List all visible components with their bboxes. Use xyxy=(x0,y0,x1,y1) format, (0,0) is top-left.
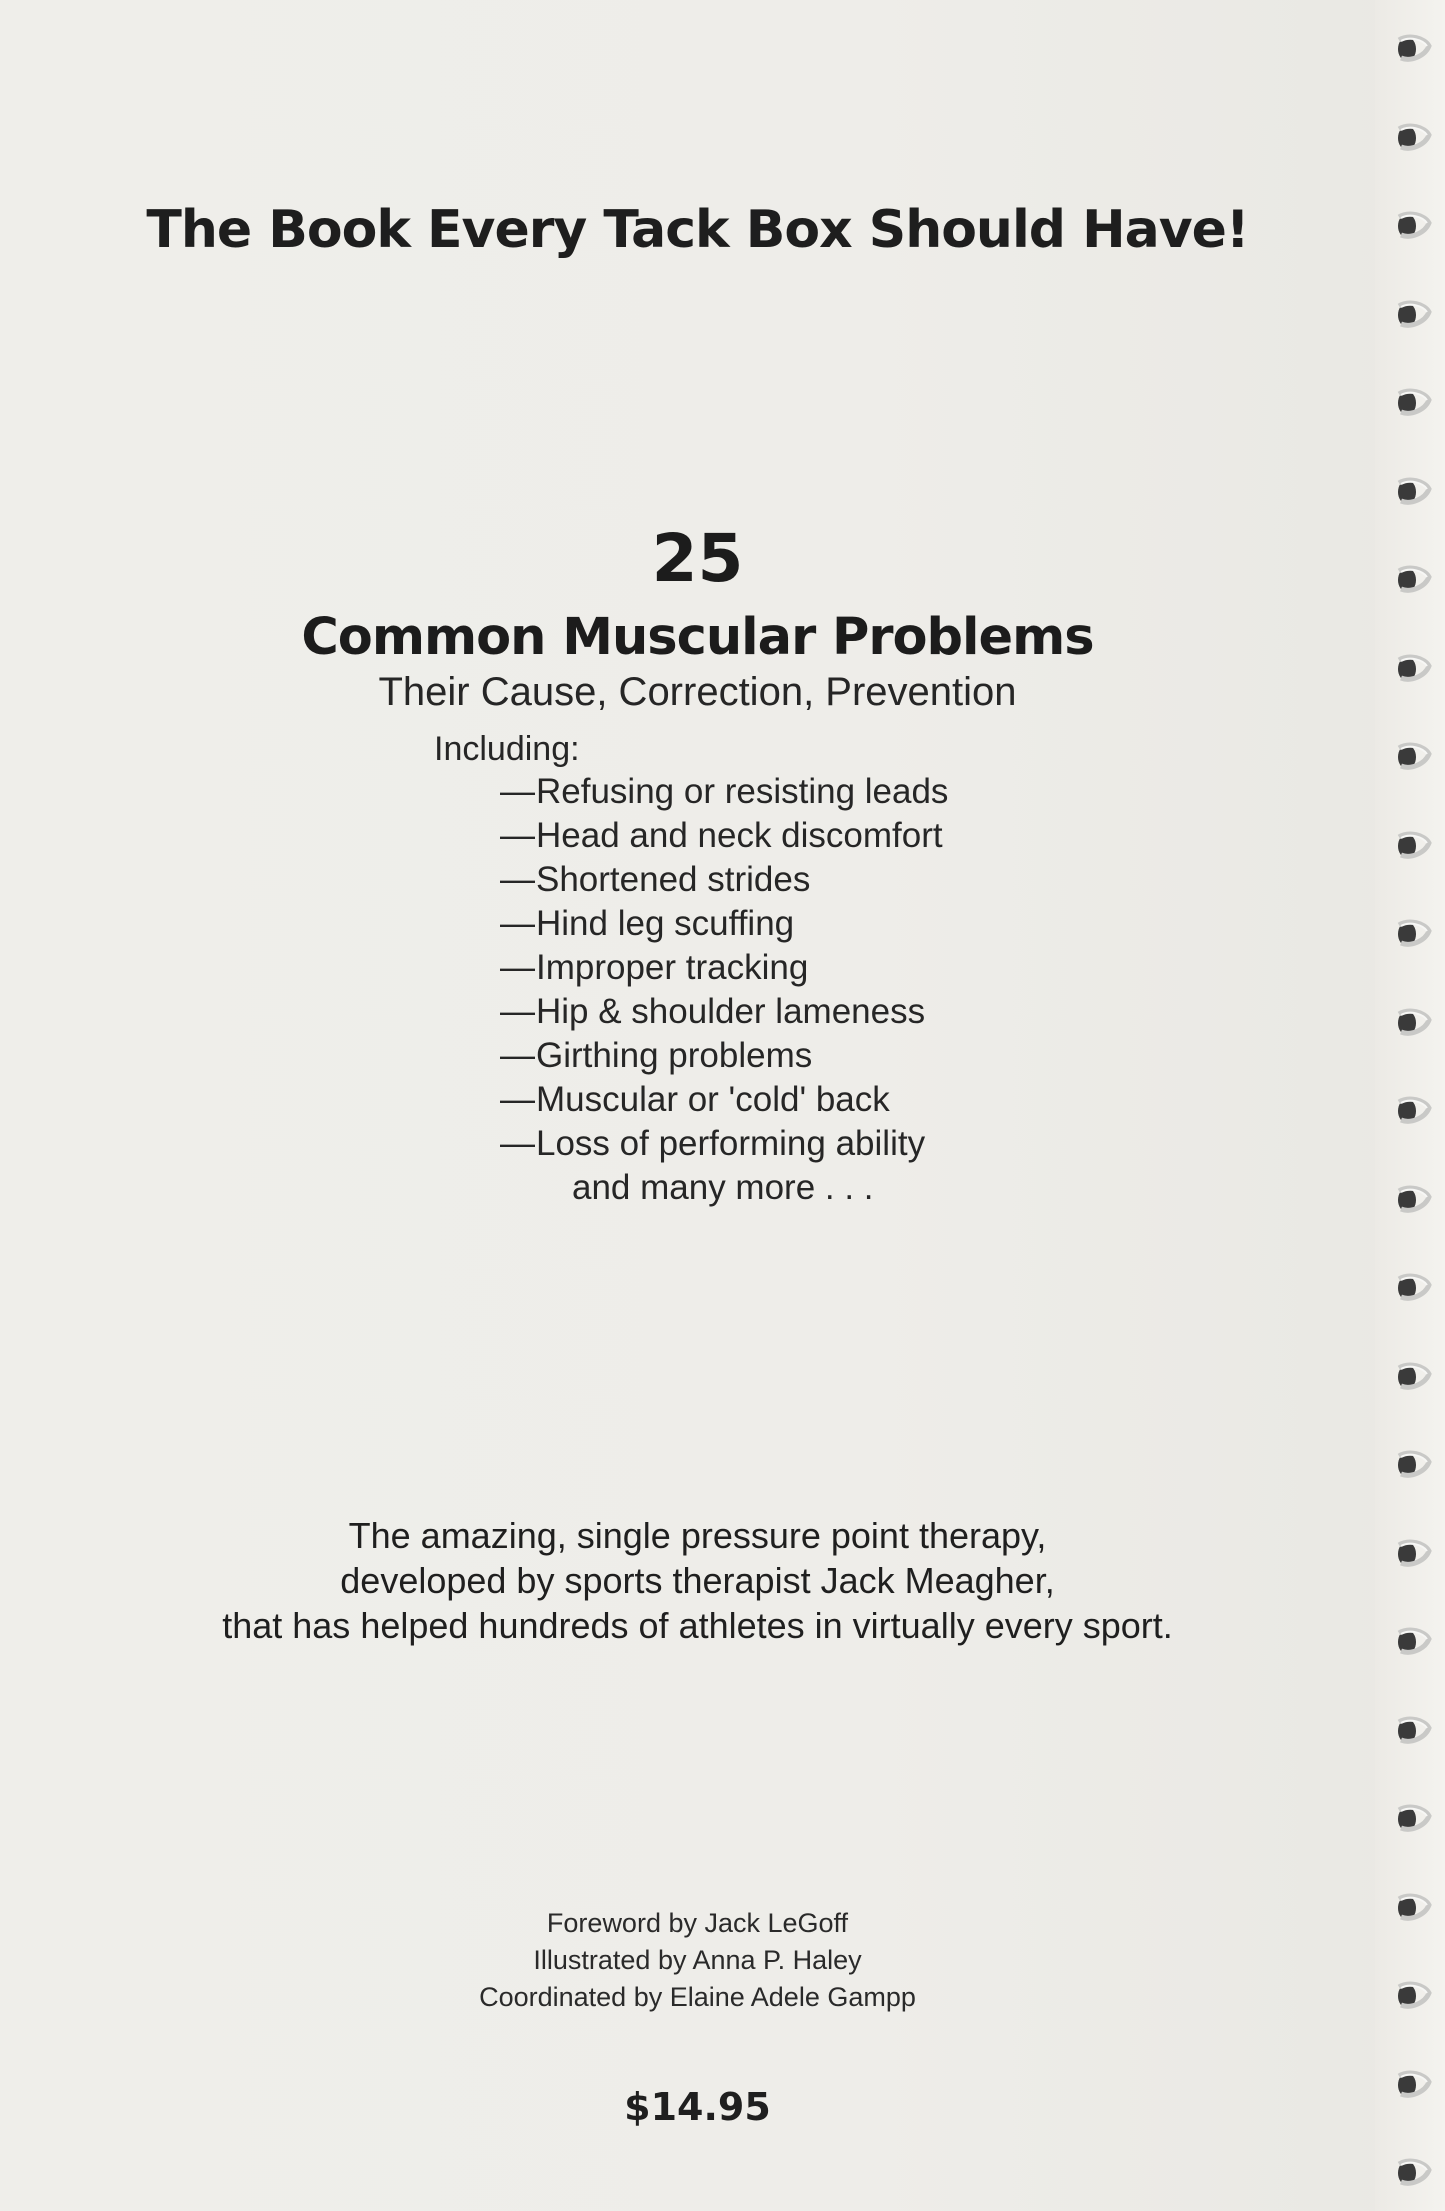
spiral-coil xyxy=(1395,1802,1433,1836)
spiral-coil xyxy=(1395,1006,1433,1040)
spiral-coil xyxy=(1395,829,1433,863)
spiral-coil xyxy=(1395,1537,1433,1571)
price: $14.95 xyxy=(624,2085,771,2129)
spiral-coil xyxy=(1395,209,1433,243)
dash-glyph: — xyxy=(500,816,535,855)
book-title: Common Muscular Problems xyxy=(301,608,1094,667)
list-item: —Girthing problems xyxy=(500,1034,948,1078)
dash-glyph: — xyxy=(500,1124,535,1163)
headline: The Book Every Tack Box Should Have! xyxy=(146,200,1249,260)
list-item: —Hip & shoulder lameness xyxy=(500,990,948,1034)
spiral-coil xyxy=(1395,740,1433,774)
list-item: —Shortened strides xyxy=(500,858,948,902)
foreword-credit: Foreword by Jack LeGoff xyxy=(546,1908,849,1938)
illustrator-credit: Illustrated by Anna P. Haley xyxy=(533,1945,862,1975)
dash-glyph: — xyxy=(500,860,535,899)
spiral-coil xyxy=(1395,2068,1433,2102)
coordinator-credit: Coordinated by Elaine Adele Gampp xyxy=(479,1982,916,2012)
dash-glyph: — xyxy=(500,948,535,987)
spiral-coil xyxy=(1395,1448,1433,1482)
dash-glyph: — xyxy=(500,1080,535,1119)
credits xyxy=(0,1905,1395,2016)
spiral-coil xyxy=(1395,917,1433,951)
spiral-coil xyxy=(1395,1094,1433,1128)
including-label: Including: xyxy=(434,730,580,768)
list-item: —Muscular or 'cold' back xyxy=(500,1078,948,1122)
spiral-coil xyxy=(1395,1271,1433,1305)
spiral-coil xyxy=(1395,2156,1433,2190)
spiral-coil xyxy=(1395,1625,1433,1659)
spiral-coil xyxy=(1395,32,1433,66)
spiral-coil xyxy=(1395,475,1433,509)
problem-count: 25 xyxy=(651,520,744,597)
tagline: Their Cause, Correction, Prevention xyxy=(378,670,1017,714)
dash-glyph: — xyxy=(500,1036,535,1075)
description-blurb xyxy=(0,1513,1395,1648)
list-item: —Refusing or resisting leads xyxy=(500,770,948,814)
spiral-coil xyxy=(1395,1714,1433,1748)
list-item: —Improper tracking xyxy=(500,946,948,990)
dash-glyph: — xyxy=(500,992,535,1031)
and-more-text: and many more . . . xyxy=(572,1168,874,1207)
spiral-coil xyxy=(1395,298,1433,332)
blurb-line: developed by sports therapist Jack Meagher, xyxy=(340,1560,1055,1601)
dash-glyph: — xyxy=(500,772,535,811)
list-item: —Hind leg scuffing xyxy=(500,902,948,946)
spiral-coil xyxy=(1395,1183,1433,1217)
list-item: —Loss of performing ability xyxy=(500,1122,948,1166)
spiral-coil xyxy=(1395,121,1433,155)
problem-list xyxy=(500,770,948,1166)
blurb-line: that has helped hundreds of athletes in virtually every sport. xyxy=(222,1605,1173,1646)
spiral-coil xyxy=(1395,1979,1433,2013)
dash-glyph: — xyxy=(500,904,535,943)
spiral-coil xyxy=(1395,1360,1433,1394)
spiral-coil xyxy=(1395,1891,1433,1925)
spiral-coil xyxy=(1395,386,1433,420)
spiral-coil xyxy=(1395,563,1433,597)
list-item: —Head and neck discomfort xyxy=(500,814,948,858)
spiral-binding xyxy=(1375,0,1445,2211)
spiral-coil xyxy=(1395,652,1433,686)
blurb-line: The amazing, single pressure point therapy, xyxy=(348,1515,1047,1556)
